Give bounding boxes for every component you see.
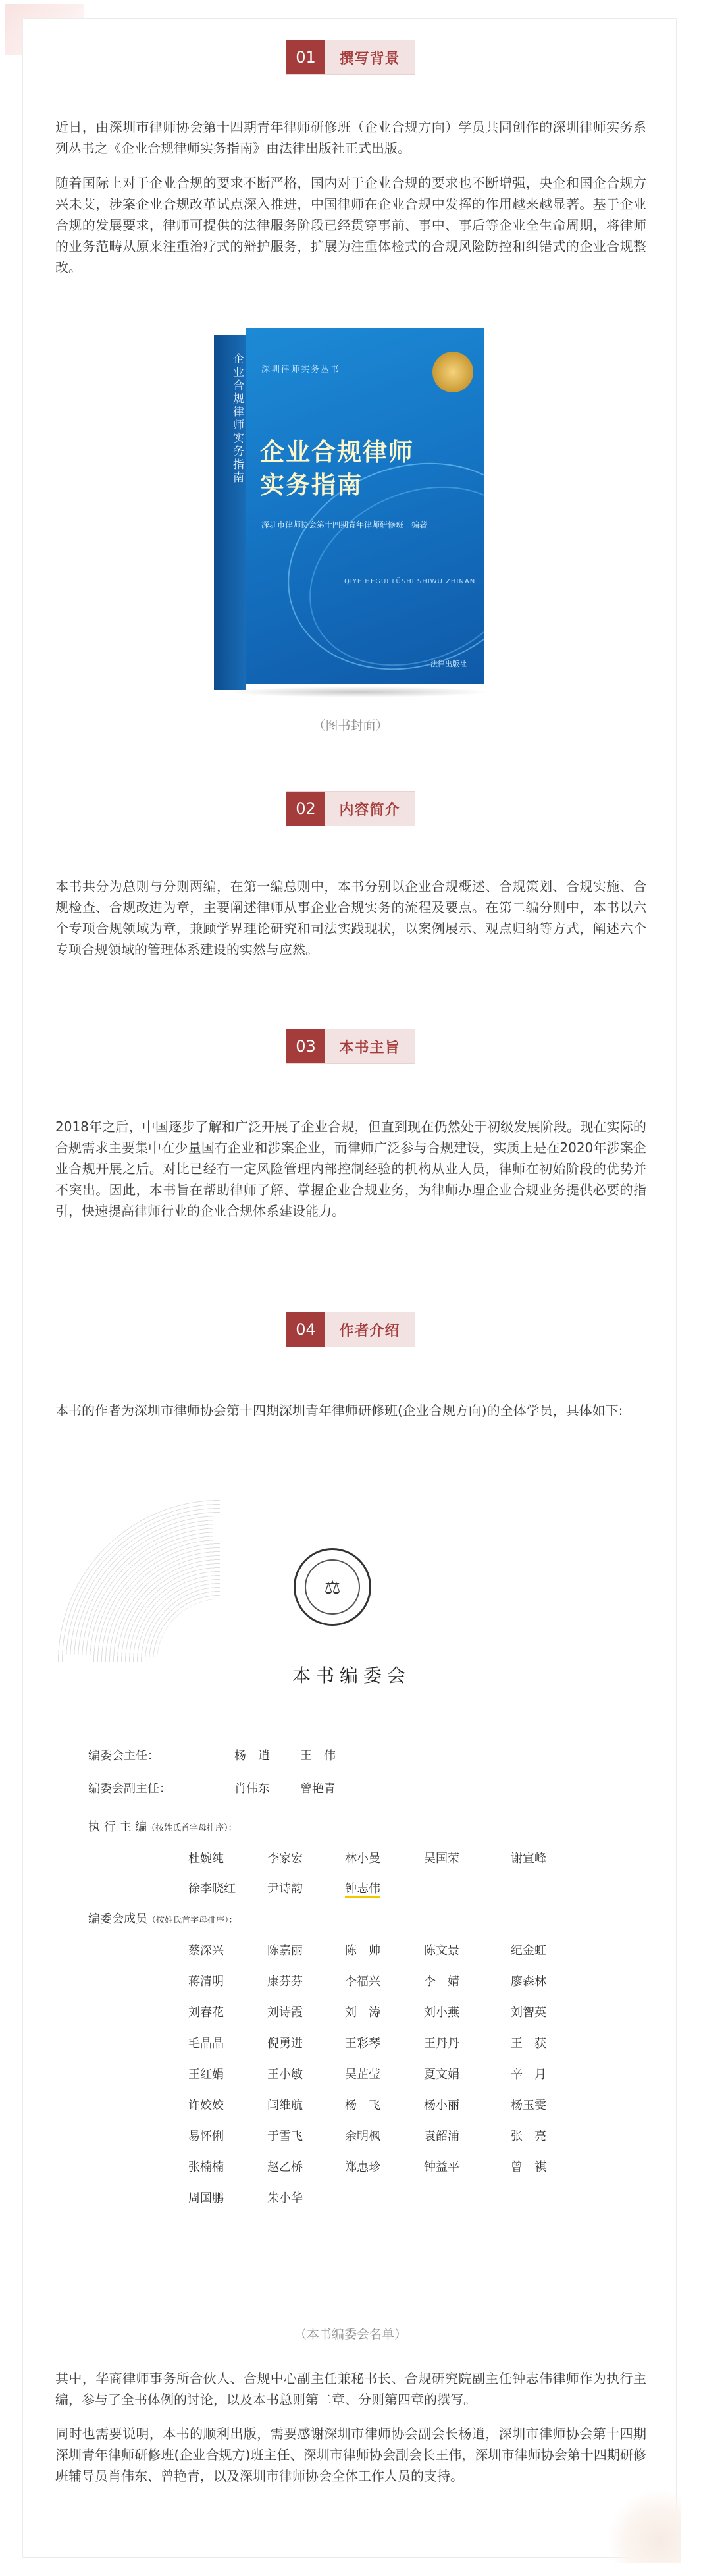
committee-member-name: 袁韶浦 [424, 2130, 459, 2143]
book-author: 深圳市律师协会第十四期青年律师研修班 编著 [261, 520, 428, 529]
committee-title: 本书编委会 [292, 1665, 411, 1686]
paragraph: 本书的作者为深圳市律师协会第十四期深圳青年律师研修班(企业合规方向)的全体学员，具体如下: [55, 1403, 623, 1418]
committee-member-name: 吴芷莹 [345, 2068, 380, 2081]
section-title: 撰写背景 [325, 40, 414, 74]
role-label: 编委会成员 [88, 1912, 147, 1926]
section-number: 01 [286, 40, 325, 74]
image-caption: （图书封面） [313, 718, 388, 733]
role-label: 编委会主任： [88, 1749, 159, 1763]
committee-member-name: 于雪飞 [267, 2130, 303, 2143]
committee-member-name: 杨 飞 [345, 2099, 380, 2112]
committee-member-name: 王丹丹 [424, 2037, 459, 2051]
committee-member-name: 蔡深兴 [188, 1944, 224, 1958]
committee-member-name: 康芬芬 [267, 1975, 303, 1989]
committee-member-name: 陈文景 [424, 1944, 459, 1958]
section-header-authors [0, 1312, 701, 1347]
committee-member-name: 杨小丽 [424, 2099, 459, 2112]
committee-member-name: 刘 涛 [345, 2006, 380, 2020]
committee-member-name: 王小敏 [267, 2068, 303, 2081]
book-cover-image [214, 328, 484, 693]
committee-member-name: 陈嘉丽 [267, 1944, 303, 1958]
committee-name: 肖伟东 [234, 1782, 270, 1796]
committee-member-name: 李福兴 [345, 1975, 380, 1989]
committee-member-name: 杨玉雯 [511, 2099, 546, 2112]
committee-member-name: 毛晶晶 [188, 2037, 224, 2051]
exec-editor-row [88, 1817, 237, 1835]
committee-member-name: 陈 帅 [345, 1944, 380, 1958]
section-number: 04 [286, 1312, 325, 1347]
committee-member-name: 王 获 [511, 2037, 546, 2051]
paragraph: 近日，由深圳市律师协会第十四期青年律师研修班（企业合规方向）学员共同创作的深圳律师实务系列丛书之《企业合规律师实务指南》由法律出版社正式出版。 [55, 119, 646, 156]
committee-member-name: 张 亮 [511, 2130, 546, 2143]
committee-member-name: 赵乙桥 [267, 2160, 303, 2174]
vice-director-row [88, 1779, 171, 1796]
member-row [88, 1910, 238, 1927]
section-title: 内容简介 [325, 792, 414, 826]
section-header-background [0, 40, 701, 74]
committee-member-name: 李 婧 [424, 1975, 459, 1989]
section-title: 作者介绍 [325, 1312, 414, 1347]
book-publisher: 法律出版社 [430, 660, 467, 668]
section-title: 本书主旨 [325, 1029, 414, 1063]
committee-name: 杨 逍 [234, 1749, 270, 1763]
committee-member-name: 周国鹏 [188, 2191, 224, 2205]
committee-member-name: 倪勇进 [267, 2037, 303, 2051]
role-label: 执 行 主 编 [88, 1820, 147, 1834]
section-number: 03 [286, 1029, 325, 1063]
committee-member-name: 郑惠珍 [345, 2160, 380, 2174]
committee-member-name: 纪金虹 [511, 1944, 546, 1958]
committee-member-name: 王红娟 [188, 2068, 224, 2081]
committee-member-name: 刘诗霞 [267, 2006, 303, 2020]
exec-editor-name: 徐李晓红 [188, 1882, 236, 1896]
role-label: 编委会副主任： [88, 1782, 171, 1796]
section-number: 02 [286, 792, 325, 826]
book-series: 深圳律师实务丛书 [261, 365, 341, 375]
role-note: （按姓氏首字母排序）： [147, 1823, 237, 1833]
exec-editor-name: 钟志伟 [345, 1882, 380, 1896]
paragraph: 2018年之后，中国逐步了解和广泛开展了企业合规，但直到现在仍然处于初级发展阶段。现在实际的合规需求主要集中在少量国有企业和涉案企业，而律师广泛参与合规建设，实质上是在2020年涉案企业合规开展之后。对比已经有一定风险管理内部控制经验的机构从业人员，律师在初始阶段的优势并不突出。因此，本书旨在帮助律师了解、掌握企业合规业务，为律师办理企业合规业务提供必要的指引，快速提高律师行业的企业合规体系建设能力。 [55, 1119, 646, 1219]
director-row [88, 1746, 159, 1763]
paragraph: 其中，华商律师事务所合伙人、合规中心副主任兼秘书长、合规研究院副主任钟志伟律师作为执行主编，参与了全书体例的讨论，以及本书总则第二章、分则第四章的撰写。 [55, 2371, 646, 2407]
book-title: 实务指南 [260, 471, 363, 499]
exec-editor-name: 尹诗韵 [267, 1882, 303, 1896]
paragraph: 本书共分为总则与分则两编，在第一编总则中，本书分别以企业合规概述、合规策划、合规实施、合规检查、合规改进为章，主要阐述律师从事企业合规实务的流程及要点。在第二编分则中，本书以六个专项合规领域为章，兼顾学界理论研究和司法实践现状，以案例展示、观点归纳等方式，阐述六个专项合规领域的管理体系建设的实然与应然。 [55, 878, 646, 957]
decorative-arcs [55, 1497, 220, 1662]
paragraph: 同时也需要说明，本书的顺利出版，需要感谢深圳市律师协会副会长杨逍，深圳市律师协会第十四期深圳青年律师研修班(企业合规方)班主任、深圳市律师协会副会长王伟，深圳市律师协会第十四期研修班辅导员肖伟东、曾艳青，以及深圳市律师协会全体工作人员的支持。 [55, 2426, 646, 2484]
committee-member-name: 易怀俐 [188, 2130, 224, 2143]
seal-icon [432, 352, 473, 392]
committee-member-name: 许姣姣 [188, 2099, 224, 2112]
paragraph: 随着国际上对于企业合规的要求不断严格，国内对于企业合规的要求也不断增强，央企和国企合规方兴未艾，涉案企业合规改革试点深入推进，中国律师在企业合规中发挥的作用越来越显著。基于企业合规的发展要求，律师可提供的法律服务阶段已经贯穿事前、事中、事后等企业全生命周期，将律师的业务范畴从原来注重治疗式的辩护服务，扩展为注重体检式的合规风险防控和纠错式的企业合规整改。 [55, 175, 646, 275]
committee-member-name: 蒋清明 [188, 1975, 224, 1989]
committee-member-name: 朱小华 [267, 2191, 303, 2205]
book-spine: 企业合规律师实务指南 [214, 335, 246, 690]
role-note: （按姓氏首字母排序）： [147, 1916, 238, 1925]
committee-member-name: 王彩琴 [345, 2037, 380, 2051]
corner-decoration [609, 2490, 681, 2563]
committee-member-name: 余明枫 [345, 2130, 380, 2143]
committee-member-name: 刘智英 [511, 2006, 546, 2020]
exec-editor-name: 林小曼 [345, 1852, 380, 1865]
exec-editor-name: 吴国荣 [424, 1852, 459, 1865]
committee-page-image [55, 1497, 648, 2307]
book-title: 企业合规律师 [260, 438, 414, 466]
committee-member-name: 廖森林 [511, 1975, 546, 1989]
committee-name: 王 伟 [300, 1749, 336, 1763]
image-caption: （本书编委会名单） [294, 2327, 407, 2342]
committee-member-name: 张楠楠 [188, 2160, 224, 2174]
exec-editor-name: 谢宣峰 [511, 1852, 546, 1865]
committee-member-name: 夏文娟 [424, 2068, 459, 2081]
committee-member-name: 闫维航 [267, 2099, 303, 2112]
book-en-title: QIYE HEGUI LÜSHI SHIWU ZHINAN [344, 578, 476, 585]
exec-editor-name: 杜婉纯 [188, 1852, 224, 1865]
committee-member-name: 曾 祺 [511, 2160, 546, 2174]
committee-member-name: 刘春花 [188, 2006, 224, 2020]
lawyers-association-emblem-icon: ⚖ [294, 1548, 371, 1626]
committee-member-name: 刘小燕 [424, 2006, 459, 2020]
committee-member-name: 辛 月 [511, 2068, 546, 2081]
section-header-summary [0, 792, 701, 826]
book-front [246, 328, 484, 684]
exec-editor-name: 李家宏 [267, 1852, 303, 1865]
committee-member-name: 钟益平 [424, 2160, 459, 2174]
committee-name: 曾艳青 [300, 1782, 336, 1796]
section-header-purpose [0, 1029, 701, 1063]
